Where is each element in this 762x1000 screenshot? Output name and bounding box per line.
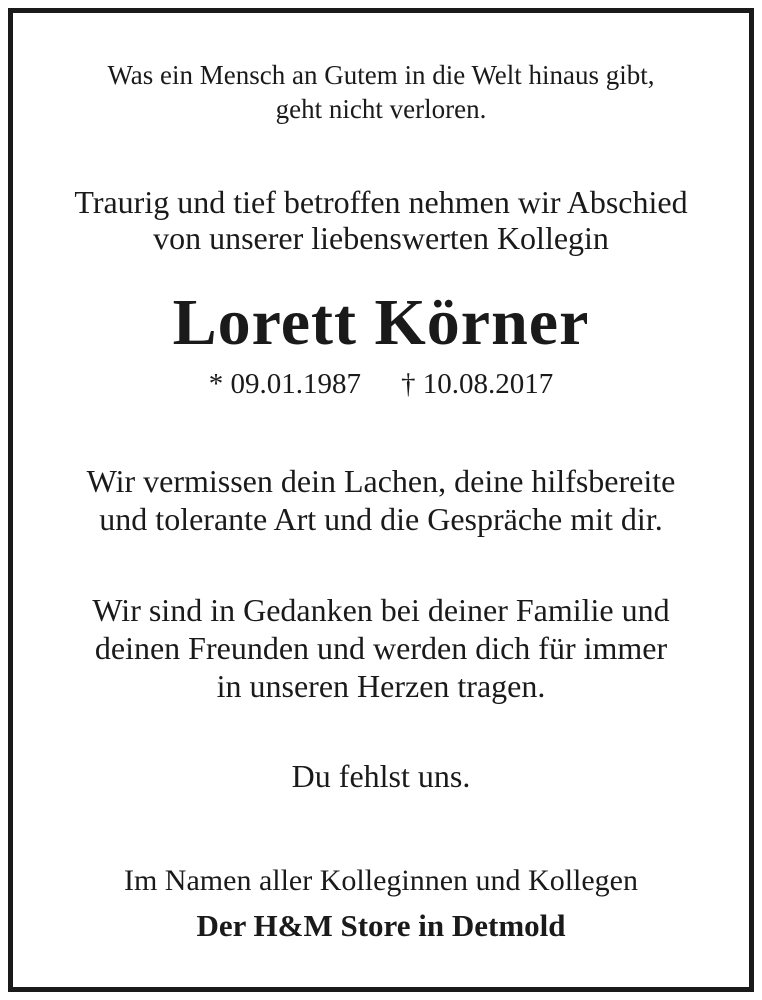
paragraph1-line-1: Wir vermissen dein Lachen, deine hilfsbereite — [86, 463, 676, 499]
paragraph1-line-2: und tolerante Art und die Gespräche mit dir. — [99, 501, 663, 537]
motto-line-2: geht nicht verloren. — [275, 94, 487, 124]
death-date: † 10.08.2017 — [401, 368, 554, 400]
paragraph2-line-3: in unseren Herzen tragen. — [216, 668, 546, 704]
motto-line-1: Was ein Mensch an Gutem in die Welt hinaus gibt, — [107, 60, 655, 90]
paragraph2-line-1: Wir sind in Gedanken bei deiner Familie und — [92, 592, 670, 628]
deceased-name: Lorett Körner — [172, 286, 590, 359]
signature-line: Im Namen aller Kolleginnen und Kollegen — [123, 864, 638, 897]
paragraph2-line-2: deinen Freunden und werden dich für immer — [94, 630, 668, 666]
intro-line-2: von unserer liebenswerten Kollegin — [153, 220, 609, 256]
sender-name: Der H&M Store in Detmold — [196, 908, 566, 943]
birth-date: * 09.01.1987 — [208, 368, 361, 400]
closing-line: Du fehlst uns. — [291, 758, 471, 794]
intro-line-1: Traurig und tief betroffen nehmen wir Abschied — [74, 184, 688, 220]
life-dates — [0, 368, 762, 400]
